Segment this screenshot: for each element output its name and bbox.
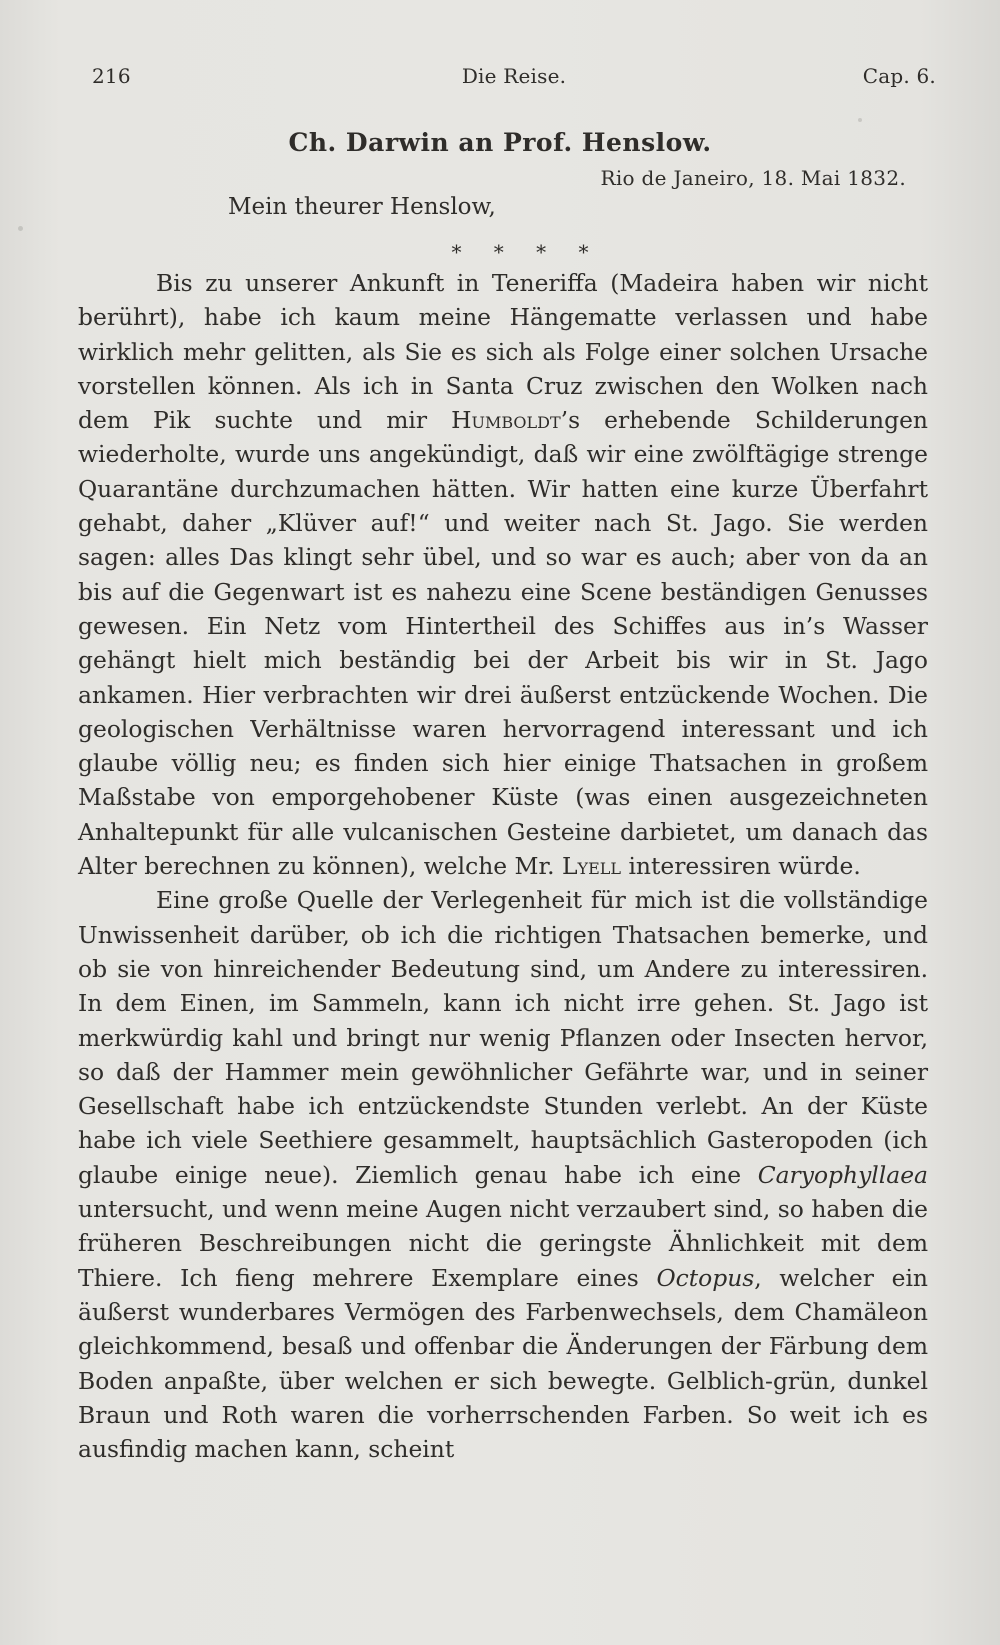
ink-speck <box>858 118 862 122</box>
paragraph-2-text-b: untersucht, und wenn meine Augen nicht verzaubert sind, so haben die früheren Beschreibungen nicht die geringste Ähnlichkeit mit dem Thiere. Ich fieng mehrere Exemplare eines <box>78 1195 928 1292</box>
genus-octopus: Octopus <box>656 1263 755 1292</box>
page-number: 216 <box>92 64 131 88</box>
dateline: Rio de Janeiro, 18. Mai 1832. <box>600 166 906 190</box>
paragraph-2-text-c: , welcher ein äußerst wunderbares Vermögen des Farbenwechsels, dem Chamäleon gleichkommend, besaß und offenbar die Änderungen der Färbung dem Boden anpaßte, über welchen er sich bewegte. Gelblich-grün, dunkel Braun und Roth waren die vorherrschenden Farben. So weit ich es ausfindig machen kann, scheint <box>78 1263 928 1464</box>
genus-caryophyllaea: Caryophyllaea <box>757 1160 928 1189</box>
paragraph-2 <box>78 883 928 1466</box>
omission-asterisks: * * * * <box>451 240 589 264</box>
chapter-label: Cap. 6. <box>862 64 936 88</box>
running-title: Die Reise. <box>461 64 567 88</box>
paragraph-1-text-a: Bis zu unserer Ankunft in Teneriffa (Madeira haben wir nicht berührt), habe ich kaum meine Hängematte verlassen und habe wirklich mehr gelitten, als Sie es sich als Folge einer solchen Ursache vorstellen können. Als ich in Santa Cruz zwischen den Wolken nach dem Pik suchte und mir <box>78 269 928 435</box>
ink-speck <box>18 226 23 231</box>
paragraph-1-text-c: interessiren würde. <box>621 852 861 881</box>
running-head <box>92 64 936 96</box>
paragraph-1-text-b: ’s erhebende Schilderungen wiederholte, wurde uns angekündigt, daß wir eine zwölftägige strenge Quarantäne durchzumachen hätten. Wir hatten eine kurze Überfahrt gehabt, daher „Klüver auf!“ und weiter nach St. Jago. Sie werden sagen: alles Das klingt sehr übel, und so war es auch; aber von da an bis auf die Gegenwart ist es nahezu eine Scene beständigen Genusses gewesen. Ein Netz vom Hintertheil des Schiffes aus in’s Wasser gehängt hielt mich beständig bei der Arbeit bis wir in St. Jago ankamen. Hier verbrachten wir drei äußerst entzückende Wochen. Die geologischen Verhältnisse waren hervorragend interessant und ich glaube völlig neu; es finden sich hier einige Thatsachen in großem Maßstabe von emporgehobener Küste (was einen ausgezeichneten Anhaltepunkt für alle vulcanischen Gesteine darbietet, um danach das Alter berechnen zu können), welche Mr. <box>78 406 928 881</box>
name-humboldt: Humboldt <box>451 406 561 435</box>
letter-title: Ch. Darwin an Prof. Henslow. <box>288 128 712 157</box>
salutation: Mein theurer Henslow, <box>228 194 496 220</box>
paragraph-2-text-a: Eine große Quelle der Verlegenheit für mich ist die vollständige Unwissenheit darüber, ob ich die richtigen Thatsachen bemerke, und ob sie von hinreichender Bedeutung sind, um Andere zu interessiren. In dem Einen, im Sammeln, kann ich nicht irre gehen. St. Jago ist merkwürdig kahl und bringt nur wenig Pflanzen oder Insecten hervor, so daß der Hammer mein gewöhnlicher Gefährte war, und in seiner Gesellschaft habe ich entzückendste Stunden verlebt. An der Küste habe ich viele Seethiere gesammelt, hauptsächlich Gasteropoden (ich glaube einige neue). Ziemlich genau habe ich eine <box>78 886 928 1189</box>
name-lyell: Lyell <box>561 852 622 881</box>
letter-body <box>78 266 928 1466</box>
paragraph-1 <box>78 266 928 883</box>
